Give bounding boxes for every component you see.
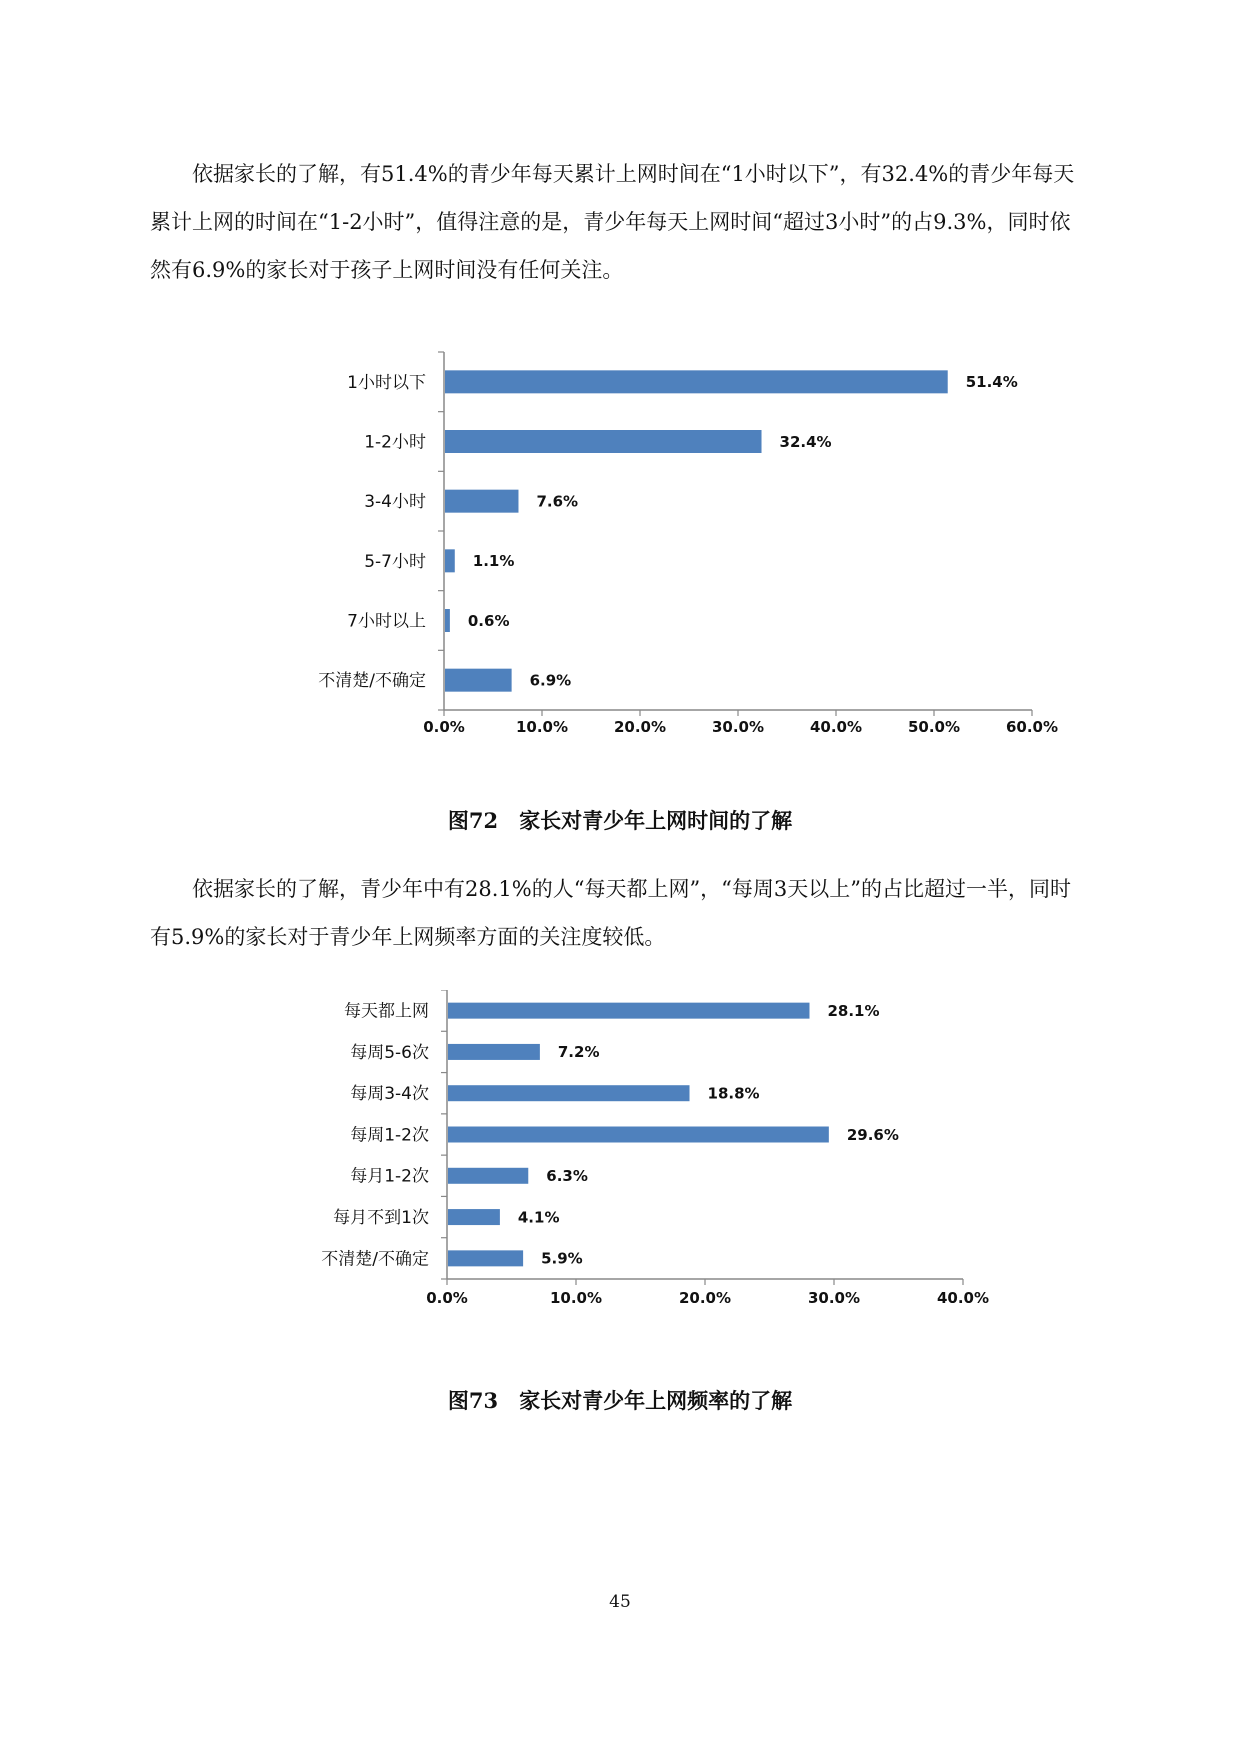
x-tick-label: 10.0% — [549, 1289, 603, 1307]
data-label: 6.3% — [546, 1167, 588, 1186]
category-label: 不清楚/不确定 — [321, 1249, 429, 1270]
bar — [445, 370, 948, 393]
data-label: 1.1% — [472, 552, 515, 571]
data-label: 32.4% — [779, 432, 832, 451]
x-tick-label: 0.0% — [426, 1289, 468, 1307]
chart-online-frequency — [0, 990, 1240, 1335]
data-label: 7.2% — [557, 1043, 600, 1062]
bar — [448, 1209, 500, 1225]
data-label: 7.6% — [536, 492, 579, 511]
bar — [448, 1044, 540, 1060]
data-label: 5.9% — [541, 1249, 583, 1268]
bar — [445, 490, 518, 513]
x-tick-label: 50.0% — [907, 718, 961, 736]
x-tick-label: 40.0% — [809, 718, 863, 736]
x-tick-label: 40.0% — [936, 1289, 990, 1307]
x-tick-label: 60.0% — [1005, 718, 1059, 736]
bar — [448, 1085, 690, 1101]
x-tick-label: 20.0% — [678, 1289, 732, 1307]
category-label: 每周1-2次 — [350, 1125, 429, 1146]
data-label: 0.6% — [467, 611, 510, 630]
category-label: 3-4小时 — [364, 492, 426, 513]
chart-online-time — [0, 330, 1240, 750]
x-tick-label: 30.0% — [807, 1289, 861, 1307]
x-tick-label: 10.0% — [515, 718, 569, 736]
bar — [448, 1250, 523, 1266]
x-tick-label: 20.0% — [613, 718, 667, 736]
data-label: 28.1% — [827, 1001, 880, 1020]
bar — [448, 1127, 829, 1143]
category-label: 每周3-4次 — [350, 1084, 429, 1105]
data-label: 18.8% — [707, 1084, 760, 1103]
bar — [448, 1168, 528, 1184]
data-label: 51.4% — [965, 373, 1018, 392]
figure-72-caption: 图72 家长对青少年上网时间的了解 — [447, 808, 793, 833]
paragraph-time: 依据家长的了解，有51.4%的青少年每天累计上网时间在“1小时以下”，有32.4%的青少年每天累计上网的时间在“1-2小时”，值得注意的是，青少年每天上网时间“超过3小时”的占9.3%，同时依然有6.9%的家长对于孩子上网时间没有任何关注。 — [150, 162, 1075, 282]
bar — [445, 549, 455, 572]
paragraph-frequency: 依据家长的了解，青少年中有28.1%的人“每天都上网”，“每周3天以上”的占比超过一半，同时有5.9%的家长对于青少年上网频率方面的关注度较低。 — [150, 877, 1072, 949]
category-label: 1-2小时 — [364, 432, 426, 453]
data-label: 4.1% — [517, 1208, 560, 1227]
category-label: 每周5-6次 — [350, 1042, 429, 1063]
category-label: 1小时以下 — [347, 372, 426, 393]
bar — [445, 430, 762, 453]
category-label: 5-7小时 — [364, 551, 426, 572]
category-label: 每天都上网 — [344, 1001, 429, 1022]
x-tick-label: 0.0% — [423, 718, 465, 736]
figure-73-caption: 图73 家长对青少年上网频率的了解 — [447, 1388, 793, 1413]
category-label: 7小时以上 — [347, 611, 426, 632]
category-label: 不清楚/不确定 — [318, 671, 426, 692]
bar — [445, 669, 512, 692]
bar — [445, 609, 450, 632]
bar — [448, 1003, 809, 1019]
page-number: 45 — [609, 1592, 631, 1612]
x-tick-label: 30.0% — [711, 718, 765, 736]
data-label: 29.6% — [846, 1125, 899, 1144]
data-label: 6.9% — [529, 671, 572, 690]
category-label: 每月不到1次 — [333, 1208, 429, 1229]
category-label: 每月1-2次 — [350, 1166, 429, 1187]
